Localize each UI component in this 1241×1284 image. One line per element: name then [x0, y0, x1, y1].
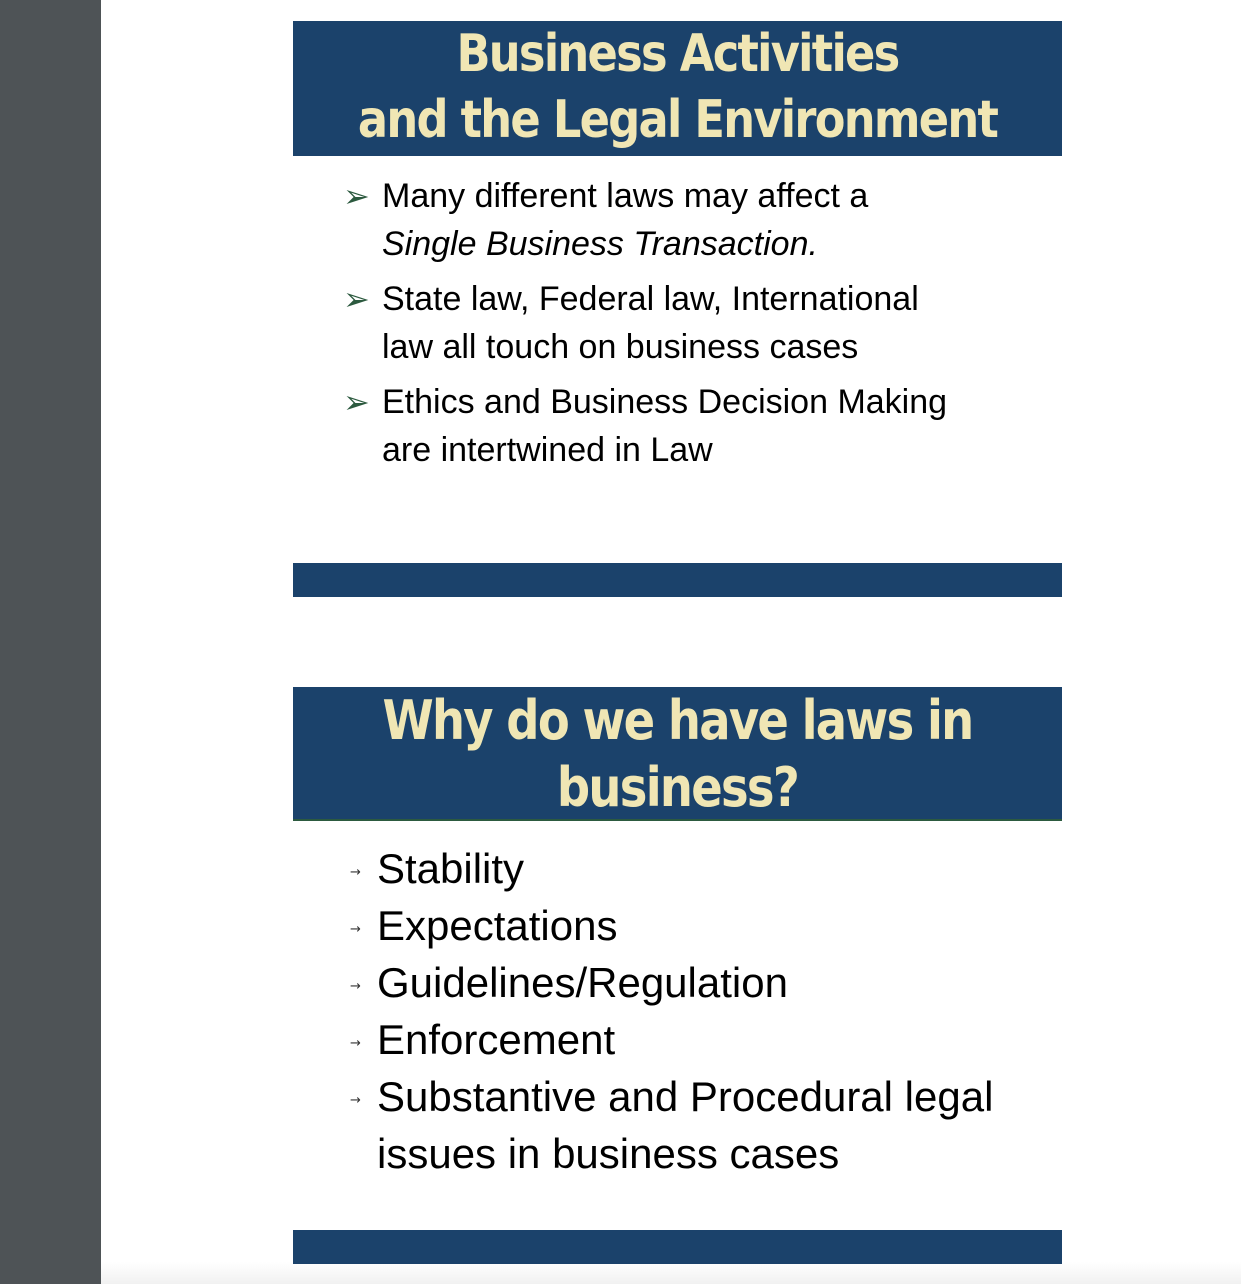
- slide-1-bullet-3: [343, 378, 1043, 474]
- slide-1-title-line-2: and the Legal Environment: [357, 90, 998, 150]
- page-bottom-shadow: [101, 1262, 1241, 1284]
- arrowhead-bullet-icon: ➢: [343, 177, 370, 215]
- slide-1-title-bar: [293, 21, 1062, 156]
- slide-2-bullet-3: [350, 954, 1050, 1011]
- bullet-text-emphasis: Single Business Transaction.: [382, 225, 818, 263]
- bullet-text: Ethics and Business Decision Making: [382, 383, 948, 421]
- slide-2-title-line-2: business?: [556, 756, 799, 819]
- arrowhead-bullet-icon: ➢: [343, 383, 370, 421]
- small-arrow-bullet-icon: →: [350, 979, 361, 994]
- slide-1-bullet-1: [343, 172, 1043, 268]
- slide-2-bullet-1: [350, 840, 1050, 897]
- slide-2-footer-bar: [293, 1230, 1062, 1264]
- bullet-text: State law, Federal law, International: [382, 280, 919, 318]
- arrowhead-bullet-icon: ➢: [343, 280, 370, 318]
- slide-2-bullet-2: [350, 897, 1050, 954]
- bullet-text: Enforcement: [377, 1016, 616, 1063]
- viewer-sidebar: [0, 0, 101, 1284]
- bullet-text: are intertwined in Law: [382, 431, 713, 469]
- slide-1-title-line-1: Business Activities: [456, 24, 899, 84]
- small-arrow-bullet-icon: →: [350, 922, 361, 937]
- slide-1-bullet-list: [343, 172, 1043, 481]
- slide-2-bullet-list: [350, 840, 1050, 1182]
- slide-2-bullet-4: [350, 1011, 1050, 1068]
- slide-2-title-bar: [293, 687, 1062, 821]
- slide-2-title-line-1: Why do we have laws in: [382, 689, 973, 752]
- bullet-text: Substantive and Procedural legal: [377, 1073, 994, 1120]
- slide-1-footer-bar: [293, 563, 1062, 597]
- slide-2-bullet-5: [350, 1068, 1050, 1182]
- slide-1-bullet-2: [343, 275, 1043, 371]
- small-arrow-bullet-icon: →: [350, 1036, 361, 1051]
- bullet-text: Guidelines/Regulation: [377, 959, 788, 1006]
- bullet-text: issues in business cases: [377, 1130, 840, 1177]
- bullet-text: Many different laws may affect a: [382, 177, 869, 215]
- bullet-text: Expectations: [377, 902, 618, 949]
- bullet-text: law all touch on business cases: [382, 328, 859, 366]
- bullet-text: Stability: [377, 845, 525, 892]
- small-arrow-bullet-icon: →: [350, 865, 361, 880]
- small-arrow-bullet-icon: →: [350, 1093, 361, 1108]
